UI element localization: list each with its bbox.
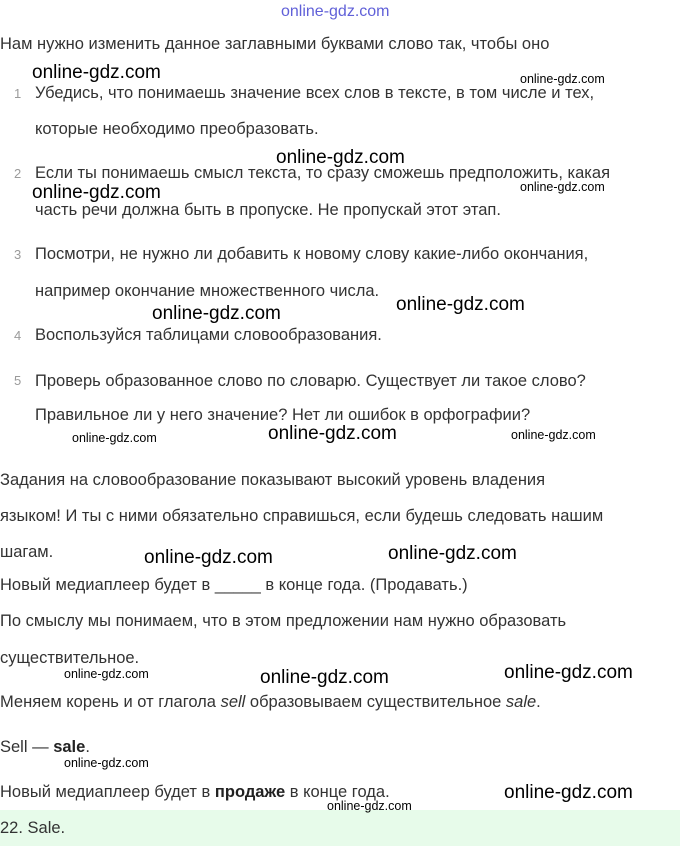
watermark: online-gdz.com <box>520 180 605 194</box>
watermark: online-gdz.com <box>144 547 273 568</box>
watermark: online-gdz.com <box>32 62 161 83</box>
watermark-top: online-gdz.com <box>281 3 390 20</box>
step-text: Если ты понимаешь смысл текста, то сразу сможешь предположить, какая <box>35 164 611 182</box>
step-text: Убедись, что понимаешь значение всех слов в тексте, в том числе и тех, <box>35 84 595 102</box>
verb-word: sell <box>220 693 246 711</box>
watermark: online-gdz.com <box>152 303 281 324</box>
text-fragment: . <box>536 693 541 711</box>
watermark: online-gdz.com <box>64 756 149 770</box>
watermark: online-gdz.com <box>276 147 405 168</box>
step-text: которые необходимо преобразовать. <box>35 120 319 138</box>
dash: — <box>27 738 54 756</box>
intro-text: Нам нужно изменить данное заглавными буквами слово так, чтобы оно <box>0 35 550 53</box>
watermark: online-gdz.com <box>388 543 517 564</box>
step-text: Посмотри, не нужно ли добавить к новому слову какие-либо окончания, <box>35 245 589 263</box>
text-fragment: образовываем существительное <box>245 693 506 711</box>
watermark: online-gdz.com <box>64 667 149 681</box>
step-number: 3 <box>14 247 22 262</box>
watermark: online-gdz.com <box>504 782 633 803</box>
step-text: Правильное ли у него значение? Нет ли ошибок в орфографии? <box>35 406 531 424</box>
watermark: online-gdz.com <box>520 72 605 86</box>
watermark: online-gdz.com <box>72 431 157 445</box>
text-fragment: . <box>85 738 90 756</box>
explanation-line: существительное. <box>0 649 140 667</box>
paragraph-line: Задания на словообразование показывают высокий уровень владения <box>0 471 546 489</box>
noun-word: sale <box>505 693 537 711</box>
answer-text: 22. Sale. <box>0 819 66 837</box>
watermark: online-gdz.com <box>504 662 633 683</box>
word-pair <box>0 737 90 757</box>
text-fragment: Меняем корень и от глагола <box>0 693 221 711</box>
explanation-line: По смыслу мы понимаем, что в этом предложении нам нужно образовать <box>0 612 567 630</box>
watermark: online-gdz.com <box>396 294 525 315</box>
noun-word: sale <box>53 738 86 756</box>
step-number: 2 <box>14 166 22 181</box>
watermark: online-gdz.com <box>32 182 161 203</box>
verb-word: Sell <box>0 738 28 756</box>
task-sentence: Новый медиаплеер будет в _____ в конце года. (Продавать.) <box>0 576 468 594</box>
step-number: 1 <box>14 86 22 101</box>
paragraph-line: языком! И ты с ними обязательно справишься, если будешь следовать нашим <box>0 507 604 525</box>
text-fragment: Новый медиаплеер будет в <box>0 783 215 801</box>
watermark: online-gdz.com <box>260 667 389 688</box>
answer-bar <box>0 810 680 846</box>
watermark: online-gdz.com <box>511 428 596 442</box>
step-text: Проверь образованное слово по словарю. Существует ли такое слово? <box>35 372 586 390</box>
change-root-line <box>0 692 541 712</box>
step-number: 4 <box>14 328 22 343</box>
step-number: 5 <box>14 373 22 388</box>
text-fragment: в конце года. <box>285 783 390 801</box>
paragraph-line: шагам. <box>0 543 54 561</box>
watermark: online-gdz.com <box>268 423 397 444</box>
watermark: online-gdz.com <box>327 799 412 813</box>
step-text: часть речи должна быть в пропуске. Не пропускай этот этап. <box>35 201 501 219</box>
step-text: например окончание множественного числа. <box>35 282 380 300</box>
step-text: Воспользуйся таблицами словообразования. <box>35 326 382 344</box>
answer-word: продаже <box>214 783 286 801</box>
